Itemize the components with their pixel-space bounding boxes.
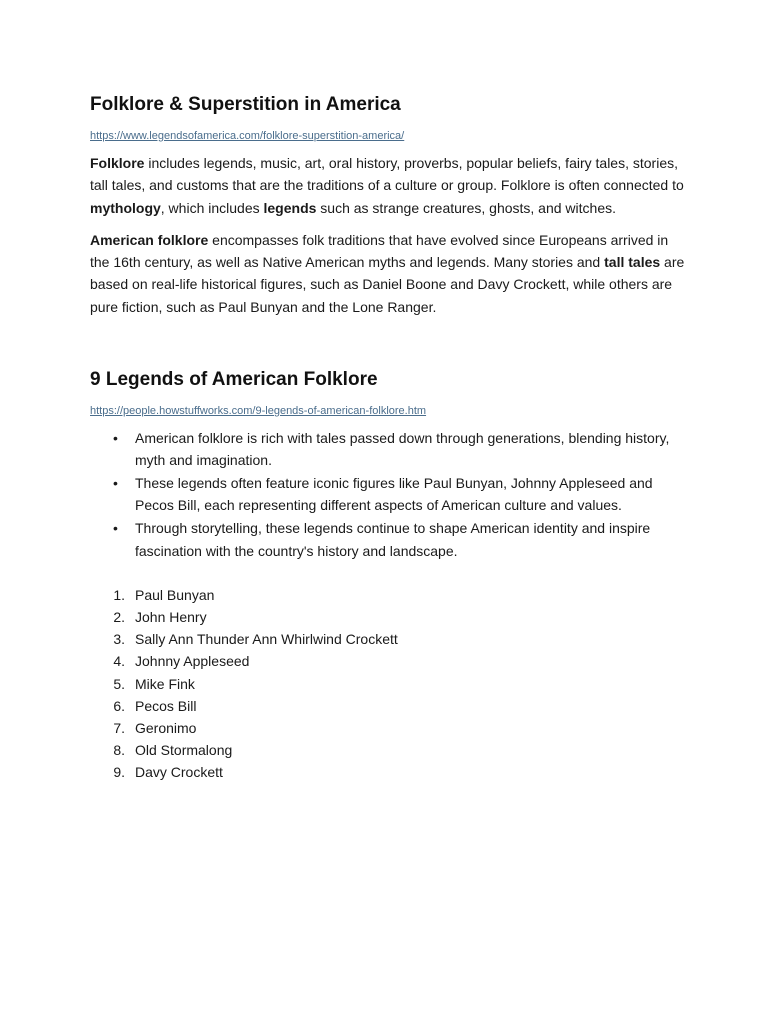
legend-name: Paul Bunyan: [135, 586, 215, 603]
paragraph-text: encompasses folk traditions that have evolved since Europeans arrived in the 16th century, as well as Native American myths and legends. Many stories and: [90, 231, 669, 271]
legends-numbered-list: [90, 584, 690, 784]
list-number: 1.: [113, 586, 125, 603]
paragraph-text: are based on real-life historical figures, such as Daniel Boone and Davy Crockett, while others are pure fiction, such as Paul Bunyan and the Lone Ranger.: [90, 254, 685, 315]
list-number: 7.: [113, 720, 125, 737]
bold-term: mythology: [90, 199, 161, 216]
bold-term: legends: [263, 199, 317, 216]
list-number: 6.: [113, 697, 125, 714]
list-item-text: American folklore is rich with tales passed down through generations, blending history, myth and imagination.: [135, 430, 670, 469]
summary-bullet-list: [90, 427, 690, 562]
list-item: [113, 427, 690, 472]
section-title-legends: 9 Legends of American Folklore: [90, 369, 378, 391]
paragraph-folklore-definition: [90, 152, 690, 219]
legend-name: Old Stormalong: [135, 742, 233, 759]
legend-name: John Henry: [135, 609, 207, 626]
legend-name: Davy Crockett: [135, 764, 223, 781]
source-link-howstuffworks[interactable]: https://people.howstuffworks.com/9-legends-of-american-folklore.htm: [90, 405, 427, 418]
legend-name: Sally Ann Thunder Ann Whirlwind Crockett: [135, 631, 398, 648]
paragraph-text: such as strange creatures, ghosts, and witches.: [316, 199, 617, 216]
list-number: 4.: [113, 653, 125, 670]
list-item: [90, 650, 690, 672]
bold-term: American folklore: [90, 231, 209, 248]
section-title-folklore: Folklore & Superstition in America: [90, 94, 401, 115]
bullet-icon: •: [113, 475, 118, 492]
bold-term: tall tales: [604, 254, 661, 271]
legend-name: Geronimo: [135, 720, 197, 737]
section-legends: [90, 368, 690, 784]
list-number: 3.: [113, 631, 125, 648]
list-item: [90, 739, 690, 761]
list-item: [90, 584, 690, 606]
list-number: 5.: [113, 675, 125, 692]
list-number: 8.: [113, 742, 125, 759]
bold-term: Folklore: [90, 155, 145, 171]
paragraph-text: includes legends, music, art, oral history, proverbs, popular beliefs, fairy tales, stories, tall tales, and customs that are the traditions of a culture or group. Folklore is often connected to: [90, 155, 684, 194]
bullet-icon: •: [113, 430, 118, 447]
bullet-icon: •: [113, 520, 118, 537]
paragraph-text: , which includes: [160, 199, 264, 216]
legend-name: Mike Fink: [135, 675, 195, 692]
list-item: [113, 472, 690, 517]
list-number: 2.: [113, 609, 125, 626]
list-item-text: These legends often feature iconic figures like Paul Bunyan, Johnny Appleseed and Pecos Bill, each representing different aspects of American culture and values.: [135, 475, 653, 514]
document-page: [90, 93, 690, 784]
list-item: [90, 761, 690, 783]
list-number: 9.: [113, 764, 125, 781]
source-link-legendsofamerica[interactable]: https://www.legendsofamerica.com/folklore-superstition-america/: [90, 130, 405, 142]
list-item: [90, 695, 690, 717]
list-item: [90, 673, 690, 695]
list-item: [113, 517, 690, 562]
list-item-text: Through storytelling, these legends continue to shape American identity and inspire fascination with the country's history and landscape.: [135, 520, 651, 559]
list-item: [90, 717, 690, 739]
paragraph-american-folklore: [90, 229, 690, 318]
legend-name: Johnny Appleseed: [135, 653, 250, 670]
list-item: [90, 628, 690, 650]
list-item: [90, 606, 690, 628]
legend-name: Pecos Bill: [135, 697, 197, 714]
